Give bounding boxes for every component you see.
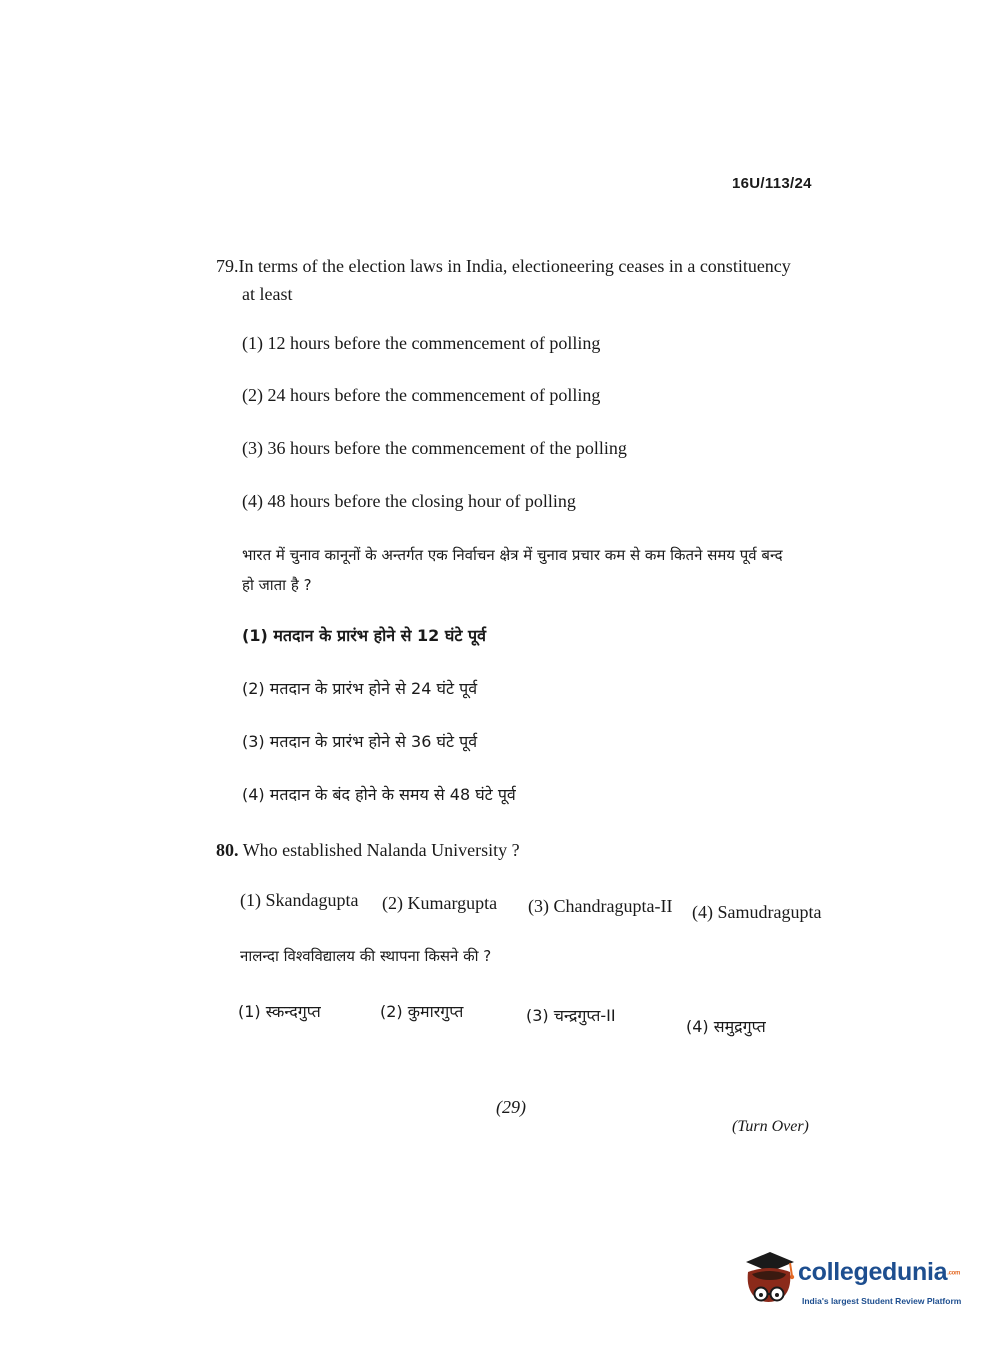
question-79-stem xyxy=(216,252,836,308)
question-79-hindi-option-3: (3) मतदान के प्रारंभ होने से 36 घंटे पूर्व xyxy=(242,732,478,751)
question-79-hindi-option-4: (4) मतदान के बंद होने के समय से 48 घंटे पूर्व xyxy=(242,785,516,804)
mascot-icon xyxy=(740,1250,798,1312)
question-79-hindi-stem-line2: हो जाता है ? xyxy=(242,576,312,594)
question-80-stem xyxy=(216,836,520,864)
logo-brand: collegedunia xyxy=(798,1258,948,1286)
question-79-hindi-stem xyxy=(242,540,842,600)
logo-com: .com xyxy=(947,1270,961,1277)
question-80-hindi-option-3: (3) चन्द्रगुप्त-II xyxy=(526,1006,616,1025)
question-79-hindi-option-1: (1) मतदान के प्रारंभ होने से 12 घंटे पूर्व xyxy=(242,626,486,645)
question-79-option-2: (2) 24 hours before the commencement of polling xyxy=(242,385,601,405)
question-80-hindi-option-1: (1) स्कन्दगुप्त xyxy=(238,1002,321,1021)
question-79-stem-line1: In terms of the election laws in India, electioneering ceases in a constituency xyxy=(238,256,791,276)
question-80-option-2: (2) Kumargupta xyxy=(382,893,498,913)
logo-tagline: India's largest Student Review Platform xyxy=(802,1296,962,1306)
question-79-option-4: (4) 48 hours before the closing hour of polling xyxy=(242,491,576,511)
question-79-hindi-stem-line1: भारत में चुनाव कानूनों के अन्तर्गत एक निर्वाचन क्षेत्र में चुनाव प्रचार कम से कम कितने समय पूर्व बन्द xyxy=(242,546,783,564)
question-80-hindi-option-2: (2) कुमारगुप्त xyxy=(380,1002,464,1021)
question-80-hindi-stem: नालन्दा विश्वविद्यालय की स्थापना किसने की ? xyxy=(240,947,492,965)
question-80-hindi-option-4: (4) समुद्रगुप्त xyxy=(686,1017,766,1036)
turn-over-note: (Turn Over) xyxy=(732,1118,809,1135)
question-79-hindi-option-2: (2) मतदान के प्रारंभ होने से 24 घंटे पूर्व xyxy=(242,679,478,698)
question-79-option-1: (1) 12 hours before the commencement of polling xyxy=(242,333,601,353)
logo-wordmark xyxy=(798,1258,960,1287)
question-79-number: 79. xyxy=(216,256,239,276)
question-80-stem-text: Who established Nalanda University ? xyxy=(242,840,520,860)
paper-code: 16U/113/24 xyxy=(732,175,812,192)
question-80-number: 80. xyxy=(216,840,239,860)
question-80-option-3: (3) Chandragupta-II xyxy=(528,896,673,916)
question-79-stem-line2: at least xyxy=(242,284,293,304)
question-79-option-3: (3) 36 hours before the commencement of the polling xyxy=(242,438,627,458)
question-80-option-4: (4) Samudragupta xyxy=(692,902,822,922)
question-80-option-1: (1) Skandagupta xyxy=(240,890,359,910)
page-number: (29) xyxy=(496,1097,526,1117)
collegedunia-logo xyxy=(740,1250,970,1320)
